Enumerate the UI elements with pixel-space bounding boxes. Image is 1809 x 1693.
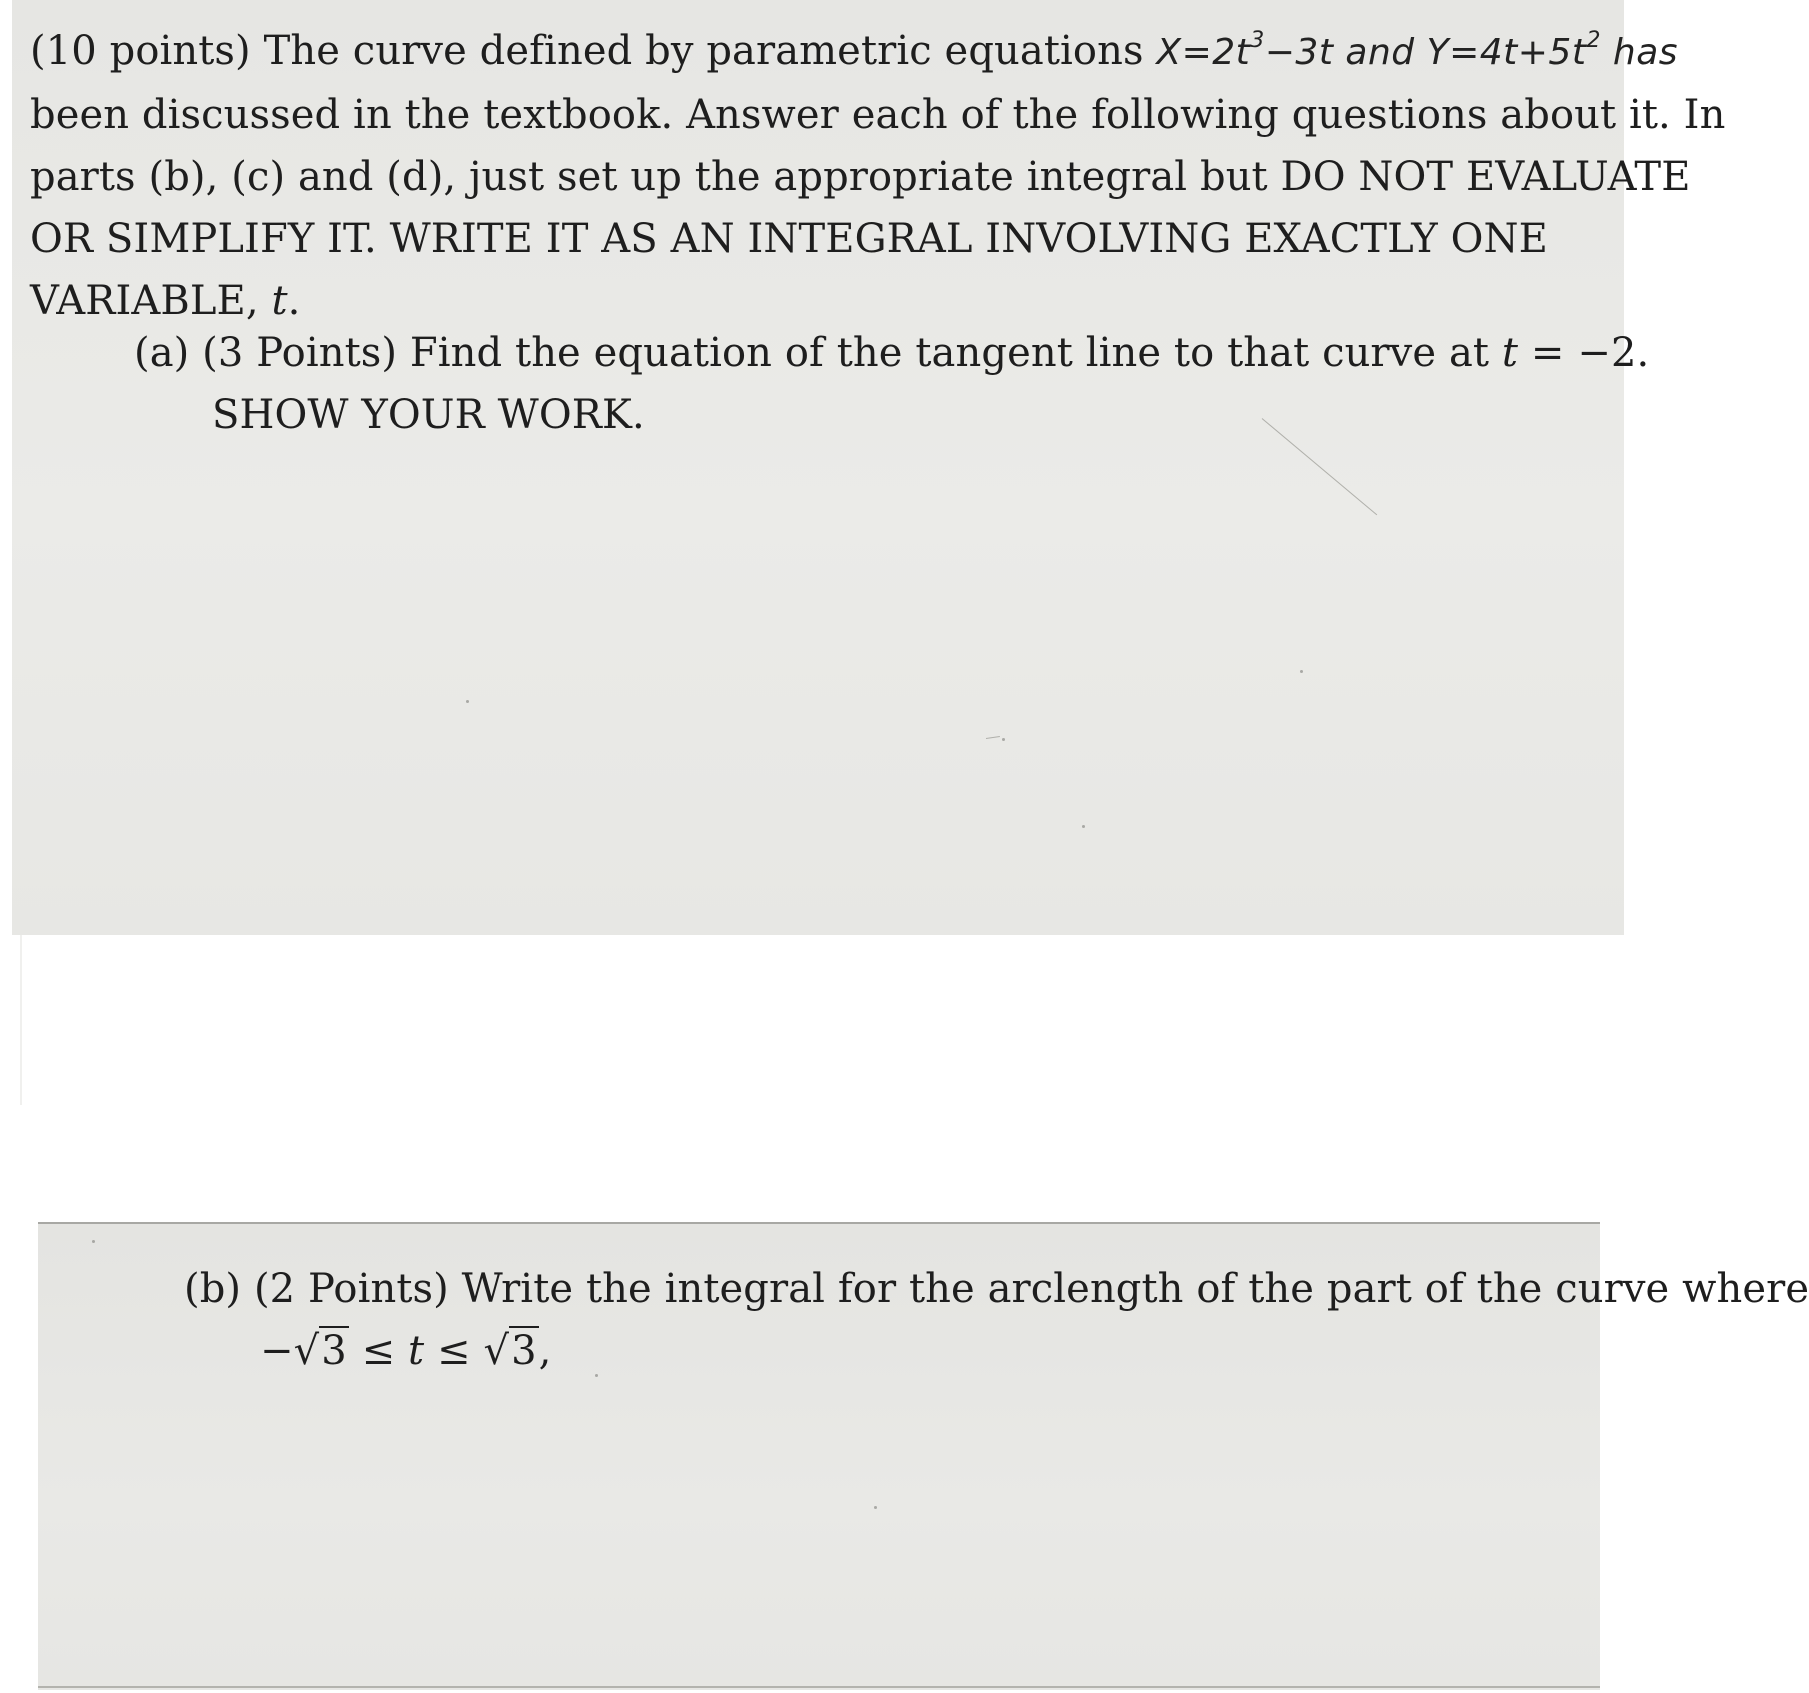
part-a-line-1: (a) (3 Points) Find the equation of the tangent line to that curve at t = −2. [134, 330, 1650, 376]
and-word: and [1333, 32, 1427, 73]
intro-line-4: OR SIMPLIFY IT. WRITE IT AS AN INTEGRAL INVOLVING EXACTLY ONE [30, 216, 1548, 262]
part-b-inequality: −√3 ≤ t ≤ √3, [184, 1320, 1584, 1382]
paper-edge [20, 935, 22, 1105]
intro-line-2: been discussed in the textbook. Answer each of the following questions about it. In [30, 92, 1726, 138]
intro-line-1 [30, 14, 1679, 84]
paper-speck [466, 700, 469, 703]
part-b-line-1: (b) (2 Points) Write the integral for the arclength of the part of the curve where [184, 1266, 1809, 1312]
sqrt-3: √3 [293, 1328, 347, 1374]
intro-line-5: VARIABLE, t. [30, 278, 301, 324]
problem-intro [30, 14, 1726, 332]
part-b-question [184, 1258, 1809, 1382]
has-word: has [1600, 32, 1679, 73]
intro-line-1-text: (10 points) The curve defined by parametric equations [30, 28, 1157, 74]
intro-line-3: parts (b), (c) and (d), just set up the appropriate integral but DO NOT EVALUATE [30, 154, 1691, 200]
y-equation: $Y=4t+5t^2$ [1426, 28, 1601, 73]
paper-speck [1300, 670, 1303, 673]
x-equation: $X=2t^3-3t$ [1156, 28, 1334, 73]
part-a-line-2: SHOW YOUR WORK. [212, 392, 645, 438]
paper-speck [874, 1506, 877, 1509]
bottom-rule [38, 1686, 1600, 1688]
paper-speck [1002, 738, 1005, 741]
part-b-label: (b) [184, 1266, 242, 1312]
part-a-question [134, 322, 1650, 446]
paper-speck [92, 1240, 95, 1243]
sqrt-3: √3 [483, 1328, 537, 1374]
part-a-label: (a) [134, 330, 190, 376]
paper-speck [1082, 825, 1085, 828]
